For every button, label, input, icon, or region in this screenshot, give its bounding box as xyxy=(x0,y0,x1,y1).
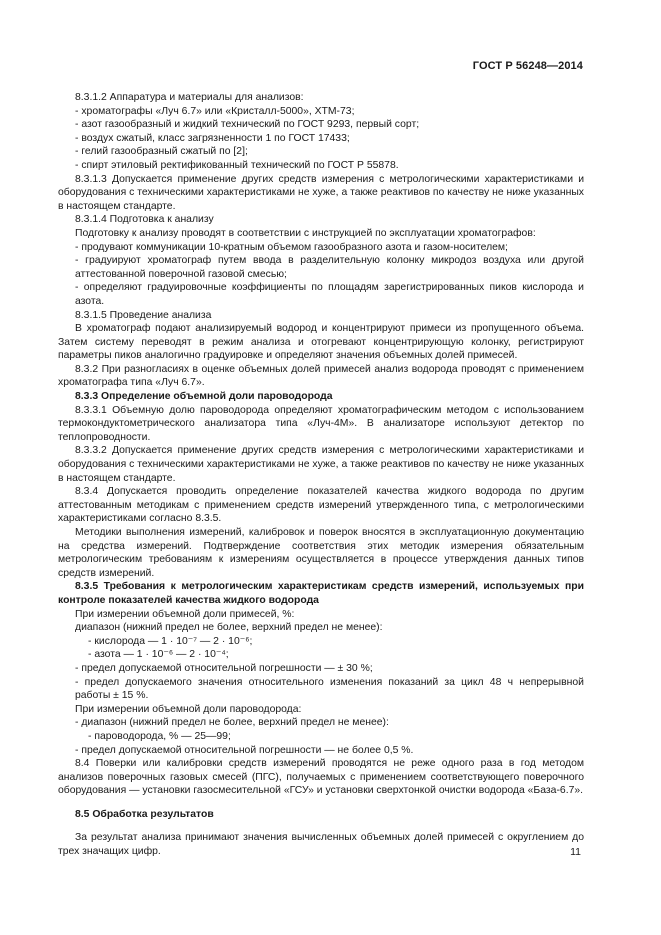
paragraph: 8.3.1.5 Проведение анализа xyxy=(75,309,212,321)
paragraph: 8.3.5 Требования к метрологическим характеристикам средств измерений, используемых при контроле показателей качества жидкого водорода xyxy=(58,581,584,606)
paragraph: Методики выполнения измерений, калибровок и поверок вносятся в эксплуатационную документацию на средства измерений. Подтверждение соответствия этих методик измерения обязательным метрологическим требованиям к измерениям осуществляется в процессе утверждения данных типов средств измерений. xyxy=(58,527,584,579)
paragraph: За результат анализа принимают значения вычисленных объемных долей примесей с округлением до трех значащих цифр. xyxy=(58,832,584,858)
page-number: 11 xyxy=(570,846,581,858)
paragraph: При измерении объемной доли примесей, %: xyxy=(75,608,295,620)
paragraph: 8.3.4 Допускается проводить определение показателей качества жидкого водорода по другим аттестованным методикам с применением средств измерений утвержденного типа, с метрологическими характеристиками согласно 8.3.5. xyxy=(58,486,584,525)
paragraph: - продувают коммуникации 10-кратным объемом газообразного азота и газом-носителем; xyxy=(75,241,508,253)
paragraph: 8.5 Обработка результатов xyxy=(75,808,214,820)
paragraph: Подготовку к анализу проводят в соответствии с инструкцией по эксплуатации хроматографов: xyxy=(75,227,536,239)
paragraph: - гелий газообразный сжатый по [2]; xyxy=(75,146,248,158)
paragraph: 8.3.3.1 Объемную долю пароводорода определяют хроматографическим методом с использованием термокондуктометрического анализатора типа «Луч-4М». В анализаторе используют детектор по теплопроводности. xyxy=(58,404,584,443)
paragraph: - азота — 1 · 10⁻⁶ — 2 · 10⁻⁴; xyxy=(88,649,229,661)
paragraph: - предел допускаемой относительной погрешности — не более 0,5 %. xyxy=(75,744,414,756)
paragraph: 8.3.1.4 Подготовка к анализу xyxy=(75,214,214,226)
paragraph: - диапазон (нижний предел не более, верхний предел не менее): xyxy=(75,717,389,729)
paragraph: В хроматограф подают анализируемый водород и концентрируют примеси из пропущенного объема. Затем систему переводят в режим анализа и отогревают концентрирующую колонку, регистрируют параметры пиков аналогично градуировке и определяют значения объемных долей примесей. xyxy=(58,323,584,362)
paragraph: - определяют градуировочные коэффициенты по площадям зарегистрированных пиков кислорода и азота. xyxy=(75,282,584,307)
paragraph: 8.3.3.2 Допускается применение других средств измерения с метрологическими характеристиками и оборудования с техническими характеристиками не хуже, а также реактивов по качеству не ниже указанных в настоящем стандарте. xyxy=(58,445,584,484)
spacer xyxy=(58,798,584,808)
paragraph: диапазон (нижний предел не более, верхний предел не менее): xyxy=(75,622,383,634)
document-body xyxy=(58,91,584,859)
paragraph: - кислорода — 1 · 10⁻⁷ — 2 · 10⁻⁶; xyxy=(88,635,253,647)
paragraph: 8.3.3 Определение объемной доли пароводорода xyxy=(75,391,333,403)
paragraph: - пароводорода, % — 25—99; xyxy=(88,730,231,742)
spacer xyxy=(58,821,584,831)
paragraph: - азот газообразный и жидкий технический по ГОСТ 9293, первый сорт; xyxy=(75,119,420,131)
paragraph: - хроматографы «Луч 6.7» или «Кристалл-5000», ХТМ-73; xyxy=(75,105,355,117)
paragraph: - предел допускаемой относительной погрешности — ± 30 %; xyxy=(75,662,373,674)
paragraph: - предел допускаемого значения относительного изменения показаний за цикл 48 ч непрерывной работы ± 15 %. xyxy=(75,676,584,702)
paragraph: 8.3.1.2 Аппаратура и материалы для анализов: xyxy=(75,92,304,103)
paragraph: - спирт этиловый ректификованный технический по ГОСТ Р 55878. xyxy=(75,159,399,171)
paragraph: - воздух сжатый, класс загрязненности 1 по ГОСТ 17433; xyxy=(75,132,350,144)
paragraph: - градуируют хроматограф путем ввода в разделительную колонку микродоз воздуха или другой аттестованной поверочной газовой смесью; xyxy=(75,255,584,280)
paragraph: 8.3.2 При разногласиях в оценке объемных долей примесей анализ водорода проводят с применением хроматографа типа «Луч 6.7». xyxy=(58,363,584,389)
document-header: ГОСТ Р 56248—2014 xyxy=(472,60,583,72)
paragraph: 8.3.1.3 Допускается применение других средств измерения с метрологическими характеристиками и оборудования с техническими характеристиками не хуже, а также реактивов по качеству не ниже указанных в настоящем стандарте. xyxy=(58,173,584,212)
paragraph: 8.4 Поверки или калибровки средств измерений проводятся не реже одного раза в год методом анализов поверочных газовых смесей (ПГС), получаемых с применением соответствующего поверочного оборудования — установки газосмесительной «ГСУ» и установки сверхтонкой очистки водорода «База-6.7». xyxy=(58,758,584,797)
paragraph: При измерении объемной доли пароводорода: xyxy=(75,703,302,715)
